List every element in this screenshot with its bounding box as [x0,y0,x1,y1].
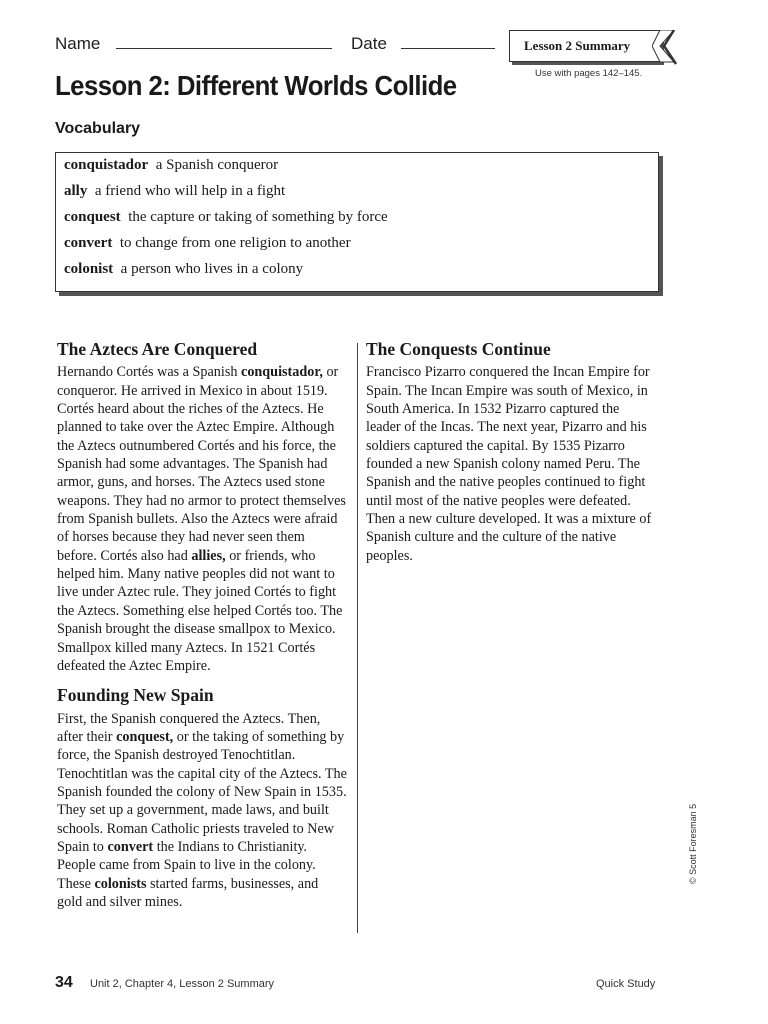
vocab-term: convert [64,235,113,251]
lesson-tag [509,30,661,62]
lesson-tag-label: Lesson 2 Summary [524,38,631,53]
vocab-term: ally [64,183,88,199]
use-with-note: Use with pages 142–145. [535,68,643,79]
vocab-term: conquest [64,209,121,225]
vocab-item [64,261,303,278]
section-heading-conquests: The Conquests Continue [366,339,551,359]
footer-right-text: Quick Study [596,978,656,990]
copyright-note: © Scott Foresman 5 [688,803,698,884]
date-label: Date [351,34,387,53]
column-divider [357,343,358,933]
conquests-paragraph: Francisco Pizarro conquered the Incan Empire for Spain. The Incan Empire was south of Mexico, in South America. In 1532 Pizarro captured the leader of the Incas. The next year, Pizarro and his soldiers captured the capital. By 1535 Pizarro founded a new Spanish colony named Peru. The Spanish and the native peoples continued to fight until most of the native peoples were defeated. Then a new culture developed. It was a mixture of Spanish culture and the culture of the native peoples. [366,364,652,564]
vocab-definition: a person who lives in a colony [120,261,304,277]
page-number: 34 [55,974,73,991]
vocabulary-heading: Vocabulary [55,120,141,137]
vocab-item [64,235,351,252]
right-column [366,340,656,565]
date-line[interactable] [401,48,495,49]
vocab-item [64,209,388,226]
vocab-term: conquistador [64,157,149,173]
new-spain-paragraph: First, the Spanish conquered the Aztecs. Then, after their conquest, or the taking of something by force, the Spanish destroyed Tenochtitlan. Tenochtitlan was the capital city of the Aztecs. The Spanish founded the colony of New Spain in 1535. They set up a government, made laws, and built schools. Roman Catholic priests traveled to New Spain to convert the Indians to Christianity. People came from Spain to live in the colony. These colonists started farms, businesses, and gold and silver mines. [57,710,347,910]
page-title: Lesson 2: Different Worlds Collide [55,70,457,101]
tag-chevron-icon [652,30,678,68]
vocab-item [64,157,278,174]
vocab-definition: the capture or taking of something by force [128,209,388,225]
aztecs-paragraph: Hernando Cortés was a Spanish conquistador, or conqueror. He arrived in Mexico in about 1519. Cortés heard about the riches of the Aztecs. He planned to take over the Aztec Empire. Although the Aztecs outnumbered Cortés and his force, the Spanish had some advantages. The Spanish had armor, guns, and horses. The Aztecs used stone weapons. They had no armor to protect themselves from Spanish bullets. Also the Aztecs were afraid of horses because they had never seen them before. Cortés also had allies, or friends, who helped him. Many native peoples did not want to live under Aztec rule. They joined Cortés to fight the Aztecs. Something else helped Cortés too. The Spanish brought the disease smallpox to Mexico. Smallpox killed many Aztecs. In 1521 Cortés defeated the Aztec Empire. [57,364,346,674]
left-column [57,340,347,911]
section-heading-aztecs: The Aztecs Are Conquered [57,339,258,359]
section-heading-new-spain: Founding New Spain [57,685,214,706]
name-label: Name [55,34,101,53]
vocab-definition: to change from one religion to another [119,235,351,251]
vocab-term: colonist [64,261,114,277]
vocab-definition: a friend who will help in a fight [94,183,286,199]
vocabulary-box [55,152,659,292]
vocab-item [64,183,285,200]
vocab-definition: a Spanish conqueror [155,157,279,173]
footer-left-text: Unit 2, Chapter 4, Lesson 2 Summary [90,978,275,990]
name-line[interactable] [116,48,332,49]
